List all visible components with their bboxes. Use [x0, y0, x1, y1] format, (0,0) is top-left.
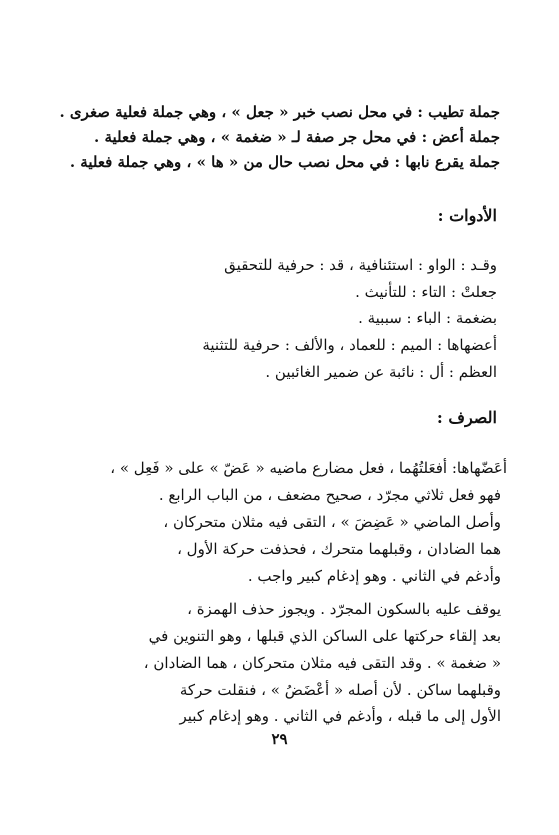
sarf-line: فهو فعل ثلاثي مجرّد ، صحيح مضعف ، من الباب الرابع .	[158, 486, 501, 504]
sarf-line: يوقف عليه بالسكون المجرّد . ويجوز حذف الهمزة ،	[187, 600, 501, 618]
section-heading-adawat: الأدوات :	[437, 206, 497, 225]
adawat-line: العظم : أل : نائبة عن ضمير الغائبين .	[265, 363, 497, 381]
sentence-line: جملة يقرع نابها : في محل نصب حال من « ها » ، وهي جملة فعلية .	[69, 153, 500, 171]
sarf-line: « ضغمة » . وقد التقى فيه مثلان متحركان ، هما الضادان ،	[143, 654, 501, 672]
sarf-line: بعد إلقاء حركتها على الساكن الذي قبلها ، وهو التنوين في	[148, 627, 501, 645]
adawat-line: جعلتْ : التاء : للتأنيث .	[355, 283, 497, 301]
adawat-line: وقـد : الواو : استئنافية ، قد : حرفية للتحقيق	[224, 256, 497, 274]
section-heading-sarf: الصرف :	[436, 408, 497, 427]
adawat-line: أعضهاها : الميم : للعماد ، والألف : حرفية للتثنية	[202, 336, 497, 354]
sarf-line: الأول إلى ما قبله ، وأدغم في الثاني . وهو إدغام كبير	[179, 707, 501, 725]
sentence-line: جملة أعض : في محل جر صفة لـ « ضغمة » ، وهي جملة فعلية .	[94, 128, 500, 146]
page-number: ٢٩	[271, 730, 288, 748]
adawat-line: بضغمة : الباء : سببية .	[358, 309, 497, 327]
sarf-line: هما الضادان ، وقبلهما متحرك ، فحذفت حركة الأول ،	[177, 540, 501, 558]
sarf-line: وأدغم في الثاني . وهو إدغام كبير واجب .	[247, 567, 501, 585]
sarf-line: أعَضّهاها: أفعَلتُهُما ، فعل مضارع ماضيه « عَضّ » على « فَعِل » ،	[110, 459, 507, 477]
sarf-line: وقبلهما ساكن . لأن أصله « أعْضَضُ » ، فنقلت حركة	[179, 681, 501, 699]
sarf-line: وأصل الماضي « عَضِضَ » ، التقى فيه مثلان متحركان ،	[163, 513, 501, 531]
sentence-line: جملة تطيب : في محل نصب خبر « جعل » ، وهي جملة فعلية صغرى .	[59, 103, 500, 121]
